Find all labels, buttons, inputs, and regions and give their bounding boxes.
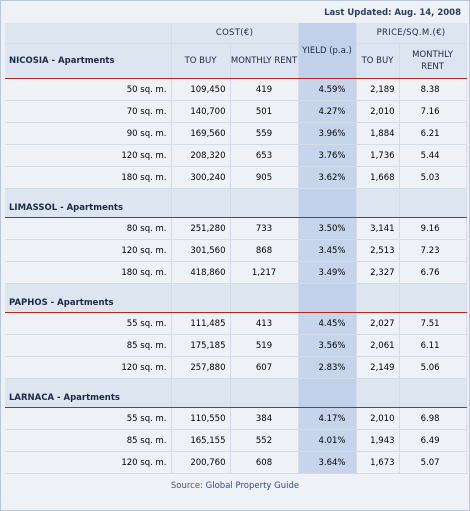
price-sqm-buy-cell: 2,010 <box>356 101 399 123</box>
table-row <box>5 313 466 335</box>
source-line <box>1 481 469 491</box>
yield-cell: 3.56% <box>298 335 356 357</box>
yield-cell: 4.45% <box>298 313 356 335</box>
price-sqm-rent-cell: 7.16 <box>399 101 466 123</box>
monthly-rent-cell: 905 <box>230 167 298 189</box>
monthly-rent-cell: 519 <box>230 335 298 357</box>
region-header-cell <box>230 379 298 408</box>
price-sqm-buy-cell: 2,149 <box>356 357 399 379</box>
region-name: NICOSIA - Apartments <box>5 44 171 79</box>
yield-cell: 4.59% <box>298 79 356 101</box>
price-sqm-buy-cell: 2,513 <box>356 240 399 262</box>
region-header-cell <box>298 379 356 408</box>
monthly-rent-cell: 608 <box>230 452 298 474</box>
monthly-rent-cell: 413 <box>230 313 298 335</box>
table-row <box>5 79 466 101</box>
size-cell: 90 sq. m. <box>5 123 171 145</box>
region-header-cell <box>356 189 399 218</box>
monthly-rent-cell: 653 <box>230 145 298 167</box>
price-sqm-buy-cell: 2,327 <box>356 262 399 284</box>
table-row <box>5 101 466 123</box>
monthly-rent-cell: 1,217 <box>230 262 298 284</box>
size-cell: 80 sq. m. <box>5 218 171 240</box>
to-buy-cell: 251,280 <box>171 218 230 240</box>
price-sqm-rent-cell: 6.21 <box>399 123 466 145</box>
price-sqm-buy-cell: 2,027 <box>356 313 399 335</box>
to-buy-cell: 109,450 <box>171 79 230 101</box>
monthly-rent-cell: 559 <box>230 123 298 145</box>
region-header-cell <box>356 379 399 408</box>
to-buy-cell: 208,320 <box>171 145 230 167</box>
region-header <box>5 379 466 408</box>
price-sqm-rent-cell: 5.07 <box>399 452 466 474</box>
region-header-cell <box>356 284 399 313</box>
size-cell: 120 sq. m. <box>5 145 171 167</box>
yield-cell: 3.62% <box>298 167 356 189</box>
monthly-rent-cell: 868 <box>230 240 298 262</box>
to-buy-cell: 300,240 <box>171 167 230 189</box>
header-price-group: PRICE/SQ.M.(€) <box>356 23 466 44</box>
to-buy-cell: 200,760 <box>171 452 230 474</box>
size-cell: 50 sq. m. <box>5 79 171 101</box>
to-buy-cell: 110,550 <box>171 408 230 430</box>
price-sqm-buy-cell: 1,668 <box>356 167 399 189</box>
region-header <box>5 284 466 313</box>
monthly-rent-cell: 419 <box>230 79 298 101</box>
region-header-cell <box>230 284 298 313</box>
price-sqm-rent-cell: 7.51 <box>399 313 466 335</box>
size-cell: 55 sq. m. <box>5 313 171 335</box>
yield-cell: 4.17% <box>298 408 356 430</box>
to-buy-cell: 301,560 <box>171 240 230 262</box>
yield-cell: 4.01% <box>298 430 356 452</box>
region-name: PAPHOS - Apartments <box>5 284 171 313</box>
price-sqm-rent-cell: 5.03 <box>399 167 466 189</box>
header-yield: YIELD (p.a.) <box>298 23 356 79</box>
price-sqm-rent-cell: 9.16 <box>399 218 466 240</box>
table-row <box>5 145 466 167</box>
source-label: Source: <box>170 481 203 491</box>
price-sqm-rent-cell: 8.38 <box>399 79 466 101</box>
region-header-cell <box>230 189 298 218</box>
price-sqm-buy-cell: 1,673 <box>356 452 399 474</box>
price-sqm-rent-cell: 6.76 <box>399 262 466 284</box>
yield-cell: 3.45% <box>298 240 356 262</box>
yield-cell: 3.49% <box>298 262 356 284</box>
price-sqm-rent-cell: 6.11 <box>399 335 466 357</box>
to-buy-cell: 175,185 <box>171 335 230 357</box>
table-row <box>5 123 466 145</box>
yield-cell: 2.83% <box>298 357 356 379</box>
table-row <box>5 430 466 452</box>
price-sqm-rent-cell: 6.49 <box>399 430 466 452</box>
table-row <box>5 452 466 474</box>
monthly-rent-cell: 552 <box>230 430 298 452</box>
to-buy-cell: 169,560 <box>171 123 230 145</box>
region-header-cell <box>171 284 230 313</box>
price-sqm-rent-cell: 6.98 <box>399 408 466 430</box>
header-to-buy: TO BUY <box>171 44 230 79</box>
price-sqm-buy-cell: 2,061 <box>356 335 399 357</box>
last-updated-label: Last Updated: Aug. 14, 2008 <box>324 8 461 18</box>
yield-cell: 3.64% <box>298 452 356 474</box>
region-header-cell <box>399 284 466 313</box>
to-buy-cell: 111,485 <box>171 313 230 335</box>
region-header-cell <box>171 189 230 218</box>
size-cell: 120 sq. m. <box>5 452 171 474</box>
table-row <box>5 357 466 379</box>
monthly-rent-cell: 501 <box>230 101 298 123</box>
region-header <box>5 189 466 218</box>
price-sqm-buy-cell: 1,884 <box>356 123 399 145</box>
header-blank <box>5 23 171 44</box>
table-row <box>5 218 466 240</box>
monthly-rent-cell: 607 <box>230 357 298 379</box>
table-row <box>5 262 466 284</box>
price-sqm-buy-cell: 2,010 <box>356 408 399 430</box>
price-sqm-buy-cell: 2,189 <box>356 79 399 101</box>
to-buy-cell: 165,155 <box>171 430 230 452</box>
source-link[interactable]: Global Property Guide <box>205 481 300 491</box>
table-row <box>5 167 466 189</box>
size-cell: 70 sq. m. <box>5 101 171 123</box>
price-sqm-rent-cell: 5.06 <box>399 357 466 379</box>
region-header-cell <box>399 379 466 408</box>
header-price-monthly-rent: MONTHLY RENT <box>399 44 466 79</box>
size-cell: 85 sq. m. <box>5 335 171 357</box>
region-header-cell <box>171 379 230 408</box>
price-sqm-buy-cell: 3,141 <box>356 218 399 240</box>
header-price-to-buy: TO BUY <box>356 44 399 79</box>
price-sqm-buy-cell: 1,736 <box>356 145 399 167</box>
size-cell: 120 sq. m. <box>5 240 171 262</box>
price-sqm-rent-cell: 7.23 <box>399 240 466 262</box>
header-cost-group: COST(€) <box>171 23 298 44</box>
size-cell: 85 sq. m. <box>5 430 171 452</box>
size-cell: 120 sq. m. <box>5 357 171 379</box>
yield-cell: 4.27% <box>298 101 356 123</box>
monthly-rent-cell: 384 <box>230 408 298 430</box>
region-header-cell <box>298 284 356 313</box>
yield-cell: 3.76% <box>298 145 356 167</box>
table-row <box>5 240 466 262</box>
monthly-rent-cell: 733 <box>230 218 298 240</box>
header-monthly-rent: MONTHLY RENT <box>230 44 298 79</box>
to-buy-cell: 140,700 <box>171 101 230 123</box>
table-row <box>5 408 466 430</box>
region-name: LARNACA - Apartments <box>5 379 171 408</box>
yield-cell: 3.50% <box>298 218 356 240</box>
yield-cell: 3.96% <box>298 123 356 145</box>
to-buy-cell: 418,860 <box>171 262 230 284</box>
table-row <box>5 335 466 357</box>
region-header-cell <box>399 189 466 218</box>
region-name: LIMASSOL - Apartments <box>5 189 171 218</box>
size-cell: 180 sq. m. <box>5 262 171 284</box>
property-price-table <box>5 23 467 474</box>
size-cell: 180 sq. m. <box>5 167 171 189</box>
to-buy-cell: 257,880 <box>171 357 230 379</box>
size-cell: 55 sq. m. <box>5 408 171 430</box>
price-sqm-rent-cell: 5.44 <box>399 145 466 167</box>
price-sqm-buy-cell: 1,943 <box>356 430 399 452</box>
region-header-cell <box>298 189 356 218</box>
